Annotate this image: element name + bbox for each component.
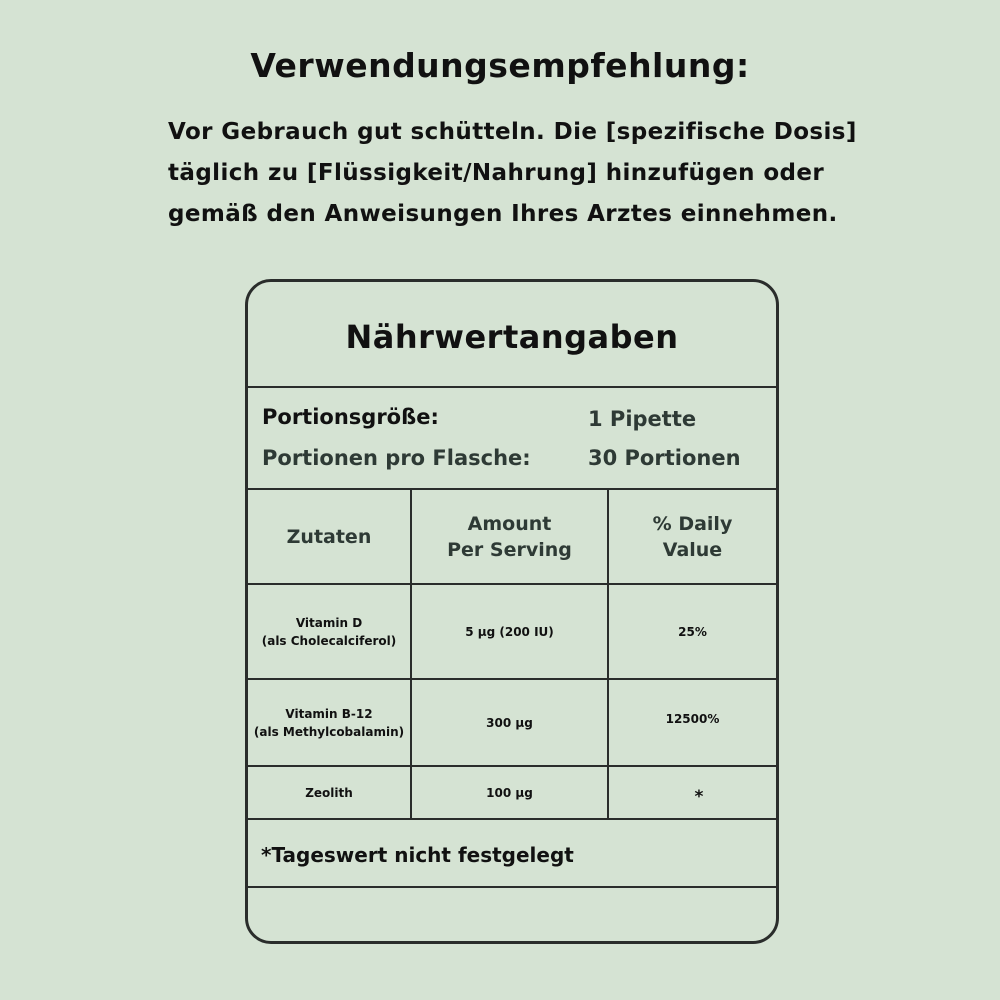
serving-size-value: 1 Pipette [588,407,697,431]
servings-per-bottle-value: 30 Portionen [588,446,741,470]
ingredient-daily-value-value: 12500% [665,712,720,726]
ingredient-daily-value-value: 25% [678,624,707,639]
ingredient-amount-value: 100 µg [486,785,533,800]
header-amount-line: Per Serving [447,538,572,561]
ingredient-name-line: Vitamin D [295,615,363,630]
ingredient-amount [412,585,607,678]
usage-line: Vor Gebrauch gut schütteln. Die [spezifische Dosis] [168,119,857,145]
ingredient-name [248,767,410,818]
header-daily-value-line: Value [662,538,723,561]
usage-instructions [168,112,868,235]
serving-size-label: Portionsgröße: [262,405,439,429]
servings-per-bottle-label: Portionen pro Flasche: [262,446,531,470]
ingredient-daily-value-value: * [694,786,704,807]
header-amount-line: Amount [467,512,552,535]
ingredient-daily-value [609,585,776,678]
divider [248,886,776,888]
ingredient-amount [412,767,607,818]
ingredient-name-line: Vitamin B-12 [285,706,373,721]
usage-title: Verwendungsempfehlung: [250,46,750,85]
ingredient-name-line: (als Methylcobalamin) [253,724,405,739]
divider [248,386,776,388]
ingredient-amount-value: 5 µg (200 IU) [465,624,554,639]
ingredient-name [248,585,410,678]
ingredient-daily-value [609,771,779,822]
header-amount [412,490,607,583]
header-ingredients [248,490,410,583]
ingredient-name-line: (als Cholecalciferol) [261,633,397,648]
ingredient-name-line: Zeolith [305,785,353,800]
ingredient-amount [412,680,607,765]
ingredient-name [248,680,410,765]
ingredient-amount-value: 300 µg [486,715,533,730]
usage-line: täglich zu [Flüssigkeit/Nahrung] hinzufügen oder [168,160,825,186]
usage-line: gemäß den Anweisungen Ihres Arztes einnehmen. [168,201,838,227]
nutrition-facts-label [245,279,779,944]
header-ingredients-label: Zutaten [286,525,372,548]
nutrition-title: Nährwertangaben [345,318,679,356]
ingredient-daily-value [609,680,776,758]
footnote: *Tageswert nicht festgelegt [261,843,574,867]
header-daily-value-line: % Daily [652,512,733,535]
header-daily-value [609,490,776,583]
